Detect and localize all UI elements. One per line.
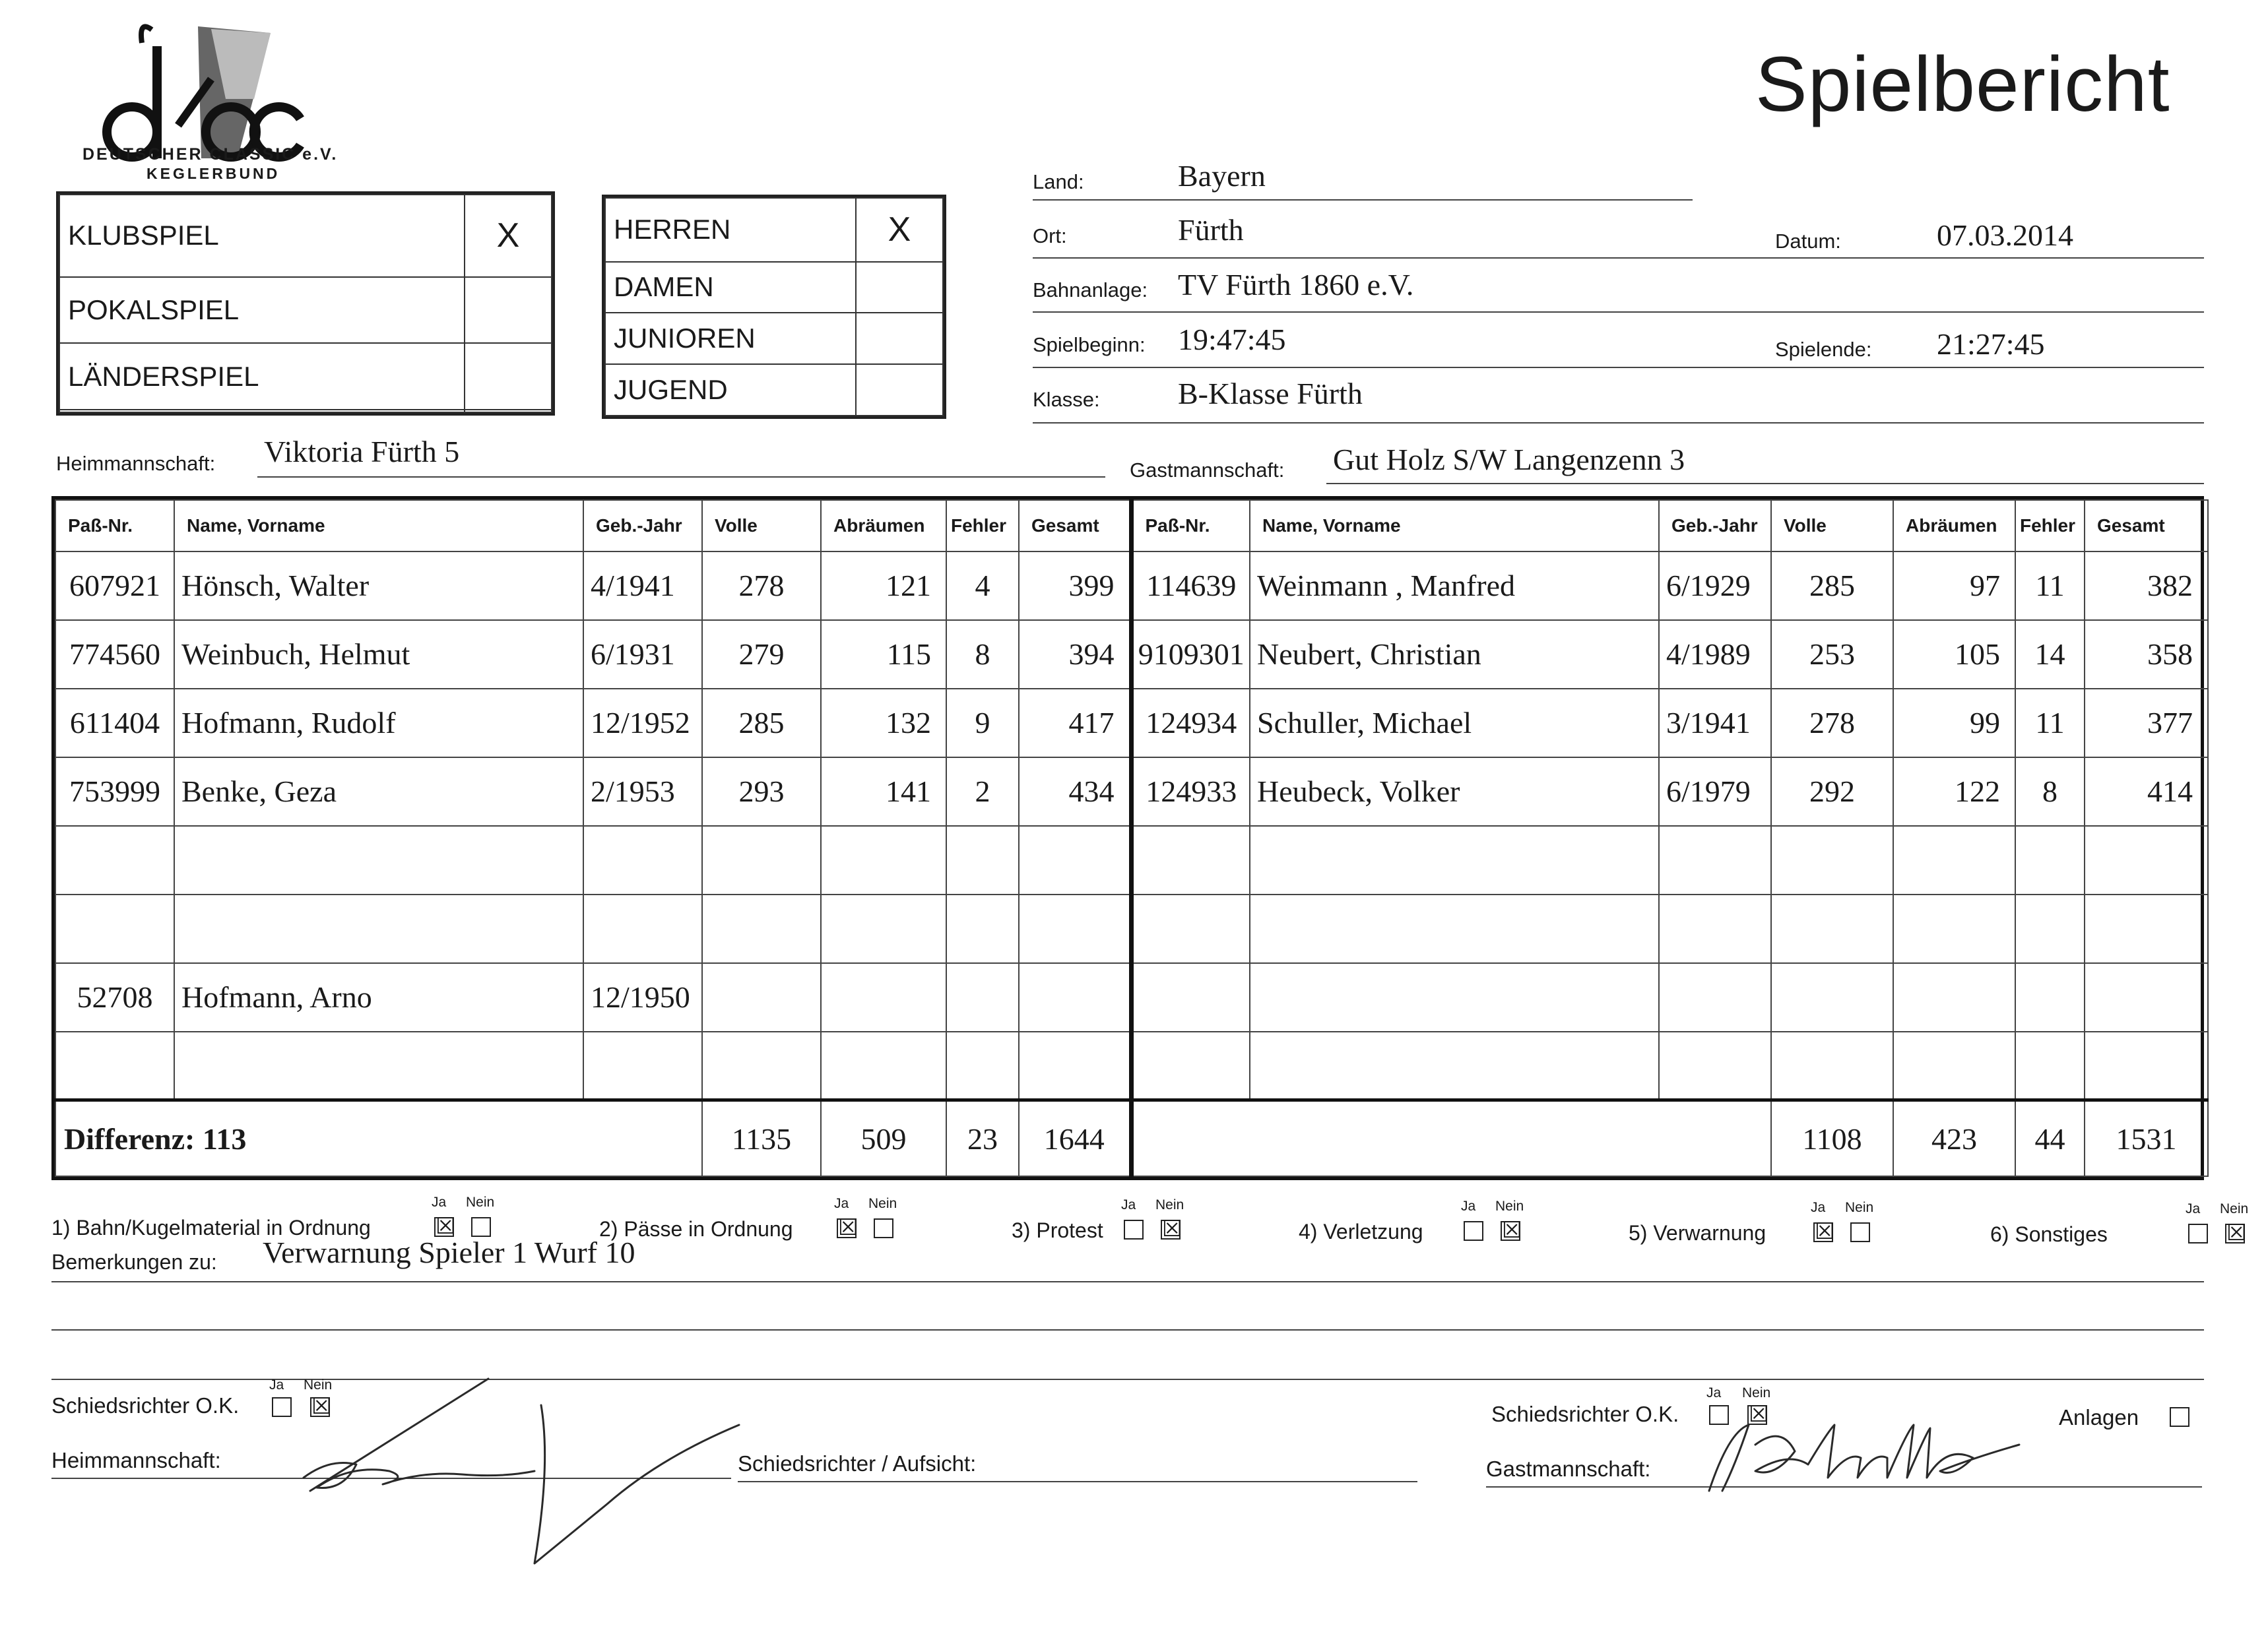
spielbeginn-label: Spielbeginn: bbox=[1033, 333, 1146, 356]
totals-row bbox=[55, 1100, 2208, 1177]
kategorie-mark[interactable] bbox=[856, 364, 943, 416]
gast-signature bbox=[1696, 1401, 2039, 1504]
cell-volle-gast[interactable] bbox=[1771, 963, 1893, 1032]
col-geb-jahr-gast: Geb.-Jahr bbox=[1659, 500, 1771, 551]
schiri-ok-heim-nein-checkbox[interactable]: ☒ bbox=[311, 1393, 332, 1420]
spieltyp-mark[interactable] bbox=[465, 277, 552, 344]
ja-label: Ja bbox=[834, 1196, 849, 1211]
cell-geb-jahr-gast[interactable]: 6/1979 bbox=[1659, 757, 1771, 826]
cell-geb-jahr-gast[interactable]: 6/1929 bbox=[1659, 551, 1771, 620]
check-ja-checkbox[interactable]: ☒ bbox=[838, 1214, 859, 1241]
cell-fehler-gast[interactable] bbox=[2015, 1032, 2085, 1100]
cell-gesamt-heim[interactable] bbox=[1019, 895, 1131, 963]
heimmannschaft-label: Heimmannschaft: bbox=[56, 452, 216, 475]
cell-name-gast[interactable] bbox=[1250, 1032, 1659, 1100]
cell-pass-nr-heim[interactable] bbox=[55, 1032, 174, 1100]
schiri-signature-line bbox=[738, 1481, 1417, 1482]
col-gesamt-gast: Gesamt bbox=[2085, 500, 2208, 551]
total-volle-heim[interactable]: 1135 bbox=[702, 1100, 821, 1177]
cell-abraeumen-gast[interactable] bbox=[1893, 1032, 2015, 1100]
cell-geb-jahr-heim[interactable]: 12/1950 bbox=[583, 963, 702, 1032]
heimmannschaft-value[interactable]: Viktoria Fürth 5 bbox=[264, 435, 460, 468]
cell-fehler-gast[interactable]: 11 bbox=[2015, 689, 2085, 757]
nein-label: Nein bbox=[466, 1195, 495, 1210]
cell-geb-jahr-heim[interactable] bbox=[583, 895, 702, 963]
player-row bbox=[55, 757, 2208, 826]
cell-pass-nr-gast[interactable]: 124933 bbox=[1131, 757, 1250, 826]
cell-abraeumen-heim[interactable]: 141 bbox=[821, 757, 946, 826]
cell-fehler-heim[interactable]: 8 bbox=[946, 620, 1019, 689]
check-ja-checkbox[interactable] bbox=[1464, 1221, 1483, 1241]
cell-geb-jahr-gast[interactable]: 4/1989 bbox=[1659, 620, 1771, 689]
cell-abraeumen-gast[interactable] bbox=[1893, 895, 2015, 963]
schiri-ok-gast-nein-checkbox[interactable]: ☒ bbox=[1749, 1401, 1769, 1428]
ja-label: Ja bbox=[432, 1195, 447, 1210]
check-nein-checkbox[interactable]: ☒ bbox=[1162, 1216, 1183, 1242]
cell-fehler-heim[interactable]: 9 bbox=[946, 689, 1019, 757]
nein-label: Nein bbox=[1155, 1197, 1184, 1212]
spielende-value[interactable]: 21:27:45 bbox=[1937, 327, 2045, 361]
cell-name-heim[interactable]: Benke, Geza bbox=[174, 757, 583, 826]
heim-signature bbox=[290, 1372, 752, 1570]
cell-fehler-gast[interactable] bbox=[2015, 826, 2085, 895]
cell-abraeumen-gast[interactable] bbox=[1893, 826, 2015, 895]
col-pass-nr-heim: Paß-Nr. bbox=[55, 500, 174, 551]
player-row bbox=[55, 963, 2208, 1032]
cell-volle-gast[interactable]: 253 bbox=[1771, 620, 1893, 689]
check-label: 1) Bahn/Kugelmaterial in Ordnung bbox=[51, 1216, 371, 1240]
bemerkungen-text[interactable]: Verwarnung Spieler 1 Wurf 10 bbox=[263, 1236, 635, 1269]
document-title: Spielbericht bbox=[1755, 41, 2170, 128]
cell-fehler-heim[interactable] bbox=[946, 826, 1019, 895]
cell-gesamt-heim[interactable]: 434 bbox=[1019, 757, 1131, 826]
cell-pass-nr-gast[interactable] bbox=[1131, 1032, 1250, 1100]
cell-fehler-gast[interactable]: 8 bbox=[2015, 757, 2085, 826]
schiri-ok-gast-label: Schiedsrichter O.K. bbox=[1491, 1402, 1679, 1426]
cell-name-gast[interactable] bbox=[1250, 895, 1659, 963]
cell-name-gast[interactable]: Heubeck, Volker bbox=[1250, 757, 1659, 826]
cell-abraeumen-heim[interactable] bbox=[821, 826, 946, 895]
cell-name-heim[interactable] bbox=[174, 895, 583, 963]
cell-name-gast[interactable]: Neubert, Christian bbox=[1250, 620, 1659, 689]
cell-fehler-heim[interactable] bbox=[946, 1032, 1019, 1100]
kategorie-label: HERREN bbox=[605, 198, 856, 262]
cell-gesamt-gast[interactable] bbox=[2085, 826, 2208, 895]
cell-name-heim[interactable]: Hönsch, Walter bbox=[174, 551, 583, 620]
check-label: 3) Protest bbox=[1012, 1218, 1103, 1242]
cell-name-heim[interactable]: Weinbuch, Helmut bbox=[174, 620, 583, 689]
cell-abraeumen-heim[interactable]: 121 bbox=[821, 551, 946, 620]
differenz: Differenz: 113 bbox=[55, 1100, 702, 1177]
cell-fehler-gast[interactable] bbox=[2015, 963, 2085, 1032]
cell-abraeumen-heim[interactable] bbox=[821, 963, 946, 1032]
check-ja-checkbox[interactable]: ☒ bbox=[436, 1213, 456, 1240]
check-label: 6) Sonstiges bbox=[1990, 1222, 2108, 1246]
cell-pass-nr-heim[interactable] bbox=[55, 826, 174, 895]
cell-gesamt-heim[interactable] bbox=[1019, 963, 1131, 1032]
cell-pass-nr-heim[interactable]: 753999 bbox=[55, 757, 174, 826]
cell-volle-heim[interactable]: 285 bbox=[702, 689, 821, 757]
cell-geb-jahr-heim[interactable]: 6/1931 bbox=[583, 620, 702, 689]
check-ja-checkbox[interactable]: ☒ bbox=[1815, 1218, 1835, 1245]
logo-text-line1: DEUTSCHER CLASSIC e.V. bbox=[82, 145, 339, 164]
player-row bbox=[55, 895, 2208, 963]
spieltyp-mark[interactable]: X bbox=[465, 195, 552, 277]
cell-name-heim[interactable]: Hofmann, Rudolf bbox=[174, 689, 583, 757]
nein-label: Nein bbox=[1845, 1200, 1874, 1215]
kategorie-label: JUNIOREN bbox=[605, 313, 856, 364]
cell-geb-jahr-gast[interactable] bbox=[1659, 963, 1771, 1032]
cell-volle-gast[interactable] bbox=[1771, 1032, 1893, 1100]
schiri-ok-heim-ja-checkbox[interactable] bbox=[272, 1397, 292, 1417]
cell-geb-jahr-gast[interactable] bbox=[1659, 826, 1771, 895]
check-nein-checkbox[interactable]: ☒ bbox=[1502, 1217, 1522, 1243]
cell-abraeumen-gast[interactable] bbox=[1893, 963, 2015, 1032]
totals-spacer-gast bbox=[1131, 1100, 1771, 1177]
cell-pass-nr-gast[interactable]: 124934 bbox=[1131, 689, 1250, 757]
kategorie-mark[interactable] bbox=[856, 313, 943, 364]
anlagen-checkbox[interactable] bbox=[2170, 1407, 2189, 1427]
cell-abraeumen-gast[interactable]: 97 bbox=[1893, 551, 2015, 620]
col-abraeumen-heim: Abräumen bbox=[821, 500, 946, 551]
total-abraeumen-heim[interactable]: 509 bbox=[821, 1100, 946, 1177]
cell-abraeumen-heim[interactable] bbox=[821, 1032, 946, 1100]
cell-name-heim[interactable] bbox=[174, 826, 583, 895]
cell-abraeumen-gast[interactable]: 105 bbox=[1893, 620, 2015, 689]
bemerkungen-label: Bemerkungen zu: bbox=[51, 1250, 217, 1274]
spielbeginn-value[interactable]: 19:47:45 bbox=[1178, 323, 1286, 356]
check-nein-checkbox[interactable]: ☒ bbox=[2226, 1220, 2247, 1246]
col-gesamt-heim: Gesamt bbox=[1019, 500, 1131, 551]
cell-abraeumen-heim[interactable] bbox=[821, 895, 946, 963]
cell-volle-gast[interactable]: 285 bbox=[1771, 551, 1893, 620]
col-name-gast: Name, Vorname bbox=[1250, 500, 1659, 551]
cell-pass-nr-gast[interactable]: 9109301 bbox=[1131, 620, 1250, 689]
kategorie-label: DAMEN bbox=[605, 262, 856, 313]
player-row bbox=[55, 826, 2208, 895]
kategorie-mark[interactable] bbox=[856, 262, 943, 313]
ja-label: Ja bbox=[1706, 1385, 1722, 1400]
total-fehler-heim[interactable]: 23 bbox=[946, 1100, 1019, 1177]
cell-name-gast[interactable] bbox=[1250, 963, 1659, 1032]
col-geb-jahr-heim: Geb.-Jahr bbox=[583, 500, 702, 551]
cell-gesamt-gast[interactable]: 377 bbox=[2085, 689, 2208, 757]
player-row bbox=[55, 551, 2208, 620]
cell-volle-heim[interactable]: 279 bbox=[702, 620, 821, 689]
cell-pass-nr-gast[interactable] bbox=[1131, 895, 1250, 963]
heimmannschaft-underline bbox=[257, 476, 1105, 478]
klasse-underline bbox=[1033, 422, 2204, 424]
cell-volle-heim[interactable]: 293 bbox=[702, 757, 821, 826]
cell-name-gast[interactable]: Schuller, Michael bbox=[1250, 689, 1659, 757]
check-label: 2) Pässe in Ordnung bbox=[599, 1217, 793, 1241]
ort-underline bbox=[1033, 257, 2204, 259]
cell-abraeumen-heim[interactable]: 115 bbox=[821, 620, 946, 689]
bemerkungen-line-2 bbox=[51, 1329, 2204, 1331]
cell-volle-heim[interactable] bbox=[702, 826, 821, 895]
cell-gesamt-gast[interactable] bbox=[2085, 963, 2208, 1032]
cell-volle-heim[interactable]: 278 bbox=[702, 551, 821, 620]
cell-pass-nr-heim[interactable]: 774560 bbox=[55, 620, 174, 689]
check-label: 4) Verletzung bbox=[1299, 1220, 1423, 1243]
total-fehler-gast[interactable]: 44 bbox=[2015, 1100, 2085, 1177]
ja-label: Ja bbox=[1121, 1197, 1136, 1212]
total-volle-gast[interactable]: 1108 bbox=[1771, 1100, 1893, 1177]
cell-name-heim[interactable] bbox=[174, 1032, 583, 1100]
cell-pass-nr-heim[interactable]: 607921 bbox=[55, 551, 174, 620]
cell-fehler-gast[interactable] bbox=[2015, 895, 2085, 963]
spieltyp-label: LÄNDERSPIEL bbox=[59, 343, 465, 410]
cell-pass-nr-gast[interactable] bbox=[1131, 826, 1250, 895]
score-table bbox=[51, 496, 2204, 1180]
kategorie-mark[interactable]: X bbox=[856, 198, 943, 262]
cell-pass-nr-heim[interactable]: 52708 bbox=[55, 963, 174, 1032]
spieltyp-mark[interactable] bbox=[465, 410, 552, 412]
cell-geb-jahr-heim[interactable]: 4/1941 bbox=[583, 551, 702, 620]
gastmannschaft-signature-label: Gastmannschaft: bbox=[1486, 1457, 1651, 1481]
cell-fehler-heim[interactable] bbox=[946, 963, 1019, 1032]
col-volle-heim: Volle bbox=[702, 500, 821, 551]
player-row bbox=[55, 689, 2208, 757]
cell-volle-gast[interactable] bbox=[1771, 826, 1893, 895]
spielzeit-underline bbox=[1033, 367, 2204, 368]
table-header-row bbox=[55, 500, 2208, 551]
cell-name-gast[interactable] bbox=[1250, 826, 1659, 895]
nein-label: Nein bbox=[1495, 1199, 1524, 1214]
check-nein-checkbox[interactable] bbox=[874, 1218, 893, 1238]
cell-name-gast[interactable]: Weinmann , Manfred bbox=[1250, 551, 1659, 620]
bahnanlage-underline bbox=[1033, 311, 2204, 313]
cell-gesamt-gast[interactable]: 414 bbox=[2085, 757, 2208, 826]
ort-value[interactable]: Fürth bbox=[1178, 213, 1244, 247]
cell-geb-jahr-heim[interactable]: 2/1953 bbox=[583, 757, 702, 826]
ja-label: Ja bbox=[2186, 1201, 2201, 1216]
cell-volle-heim[interactable] bbox=[702, 1032, 821, 1100]
cell-volle-gast[interactable]: 278 bbox=[1771, 689, 1893, 757]
col-abraeumen-gast: Abräumen bbox=[1893, 500, 2015, 551]
cell-gesamt-heim[interactable] bbox=[1019, 1032, 1131, 1100]
cell-fehler-heim[interactable]: 2 bbox=[946, 757, 1019, 826]
cell-geb-jahr-heim[interactable]: 12/1952 bbox=[583, 689, 702, 757]
check-nein-checkbox[interactable] bbox=[1850, 1222, 1870, 1242]
ja-label: Ja bbox=[1461, 1199, 1476, 1214]
spieltyp-label: POKALSPIEL bbox=[59, 277, 465, 344]
cell-pass-nr-gast[interactable] bbox=[1131, 963, 1250, 1032]
cell-geb-jahr-gast[interactable] bbox=[1659, 1032, 1771, 1100]
heimmannschaft-signature-label: Heimmannschaft: bbox=[51, 1448, 221, 1472]
gastmannschaft-value[interactable]: Gut Holz S/W Langenzenn 3 bbox=[1333, 443, 1685, 476]
player-row bbox=[55, 1032, 2208, 1100]
gastmannschaft-label: Gastmannschaft: bbox=[1130, 458, 1285, 482]
ja-label: Ja bbox=[1811, 1200, 1826, 1215]
spieltyp-box bbox=[56, 191, 555, 416]
spieltyp-mark[interactable] bbox=[465, 343, 552, 410]
cell-volle-gast[interactable]: 292 bbox=[1771, 757, 1893, 826]
bahnanlage-value[interactable]: TV Fürth 1860 e.V. bbox=[1178, 268, 1414, 301]
col-fehler-gast: Fehler bbox=[2015, 500, 2085, 551]
kategorie-label: JUGEND bbox=[605, 364, 856, 416]
cell-geb-jahr-heim[interactable] bbox=[583, 1032, 702, 1100]
cell-abraeumen-gast[interactable]: 99 bbox=[1893, 689, 2015, 757]
cell-pass-nr-gast[interactable]: 114639 bbox=[1131, 551, 1250, 620]
klasse-label: Klasse: bbox=[1033, 388, 1100, 411]
cell-name-heim[interactable]: Hofmann, Arno bbox=[174, 963, 583, 1032]
cell-gesamt-heim[interactable]: 394 bbox=[1019, 620, 1131, 689]
check-ja-checkbox[interactable] bbox=[2188, 1224, 2208, 1243]
col-fehler-heim: Fehler bbox=[946, 500, 1019, 551]
bahnanlage-label: Bahnanlage: bbox=[1033, 278, 1148, 301]
cell-fehler-gast[interactable]: 14 bbox=[2015, 620, 2085, 689]
total-abraeumen-gast[interactable]: 423 bbox=[1893, 1100, 2015, 1177]
bemerkungen-line-1 bbox=[51, 1281, 2204, 1282]
datum-value[interactable]: 07.03.2014 bbox=[1937, 218, 2073, 252]
col-pass-nr-gast: Paß-Nr. bbox=[1131, 500, 1250, 551]
col-name-heim: Name, Vorname bbox=[174, 500, 583, 551]
cell-pass-nr-heim[interactable]: 611404 bbox=[55, 689, 174, 757]
nein-label: Nein bbox=[2220, 1201, 2249, 1216]
land-underline bbox=[1033, 199, 1693, 201]
cell-fehler-gast[interactable]: 11 bbox=[2015, 551, 2085, 620]
spielende-label: Spielende: bbox=[1775, 338, 1872, 361]
cell-pass-nr-heim[interactable] bbox=[55, 895, 174, 963]
ja-label: Ja bbox=[269, 1377, 284, 1393]
ort-label: Ort: bbox=[1033, 224, 1067, 247]
cell-abraeumen-gast[interactable]: 122 bbox=[1893, 757, 2015, 826]
cell-gesamt-heim[interactable] bbox=[1019, 826, 1131, 895]
land-label: Land: bbox=[1033, 170, 1084, 193]
datum-label: Datum: bbox=[1775, 230, 1841, 253]
land-value[interactable]: Bayern bbox=[1178, 159, 1266, 193]
schiri-ok-heim-label: Schiedsrichter O.K. bbox=[51, 1393, 240, 1418]
kategorie-box bbox=[602, 195, 946, 419]
cell-volle-heim[interactable] bbox=[702, 895, 821, 963]
gastmannschaft-underline bbox=[1326, 483, 2204, 484]
cell-abraeumen-heim[interactable]: 132 bbox=[821, 689, 946, 757]
anlagen-label: Anlagen bbox=[2059, 1405, 2139, 1430]
cell-geb-jahr-gast[interactable] bbox=[1659, 895, 1771, 963]
cell-fehler-heim[interactable]: 4 bbox=[946, 551, 1019, 620]
spieltyp-label bbox=[59, 410, 465, 412]
logo-text-line2: KEGLERBUND bbox=[146, 165, 280, 182]
cell-volle-heim[interactable] bbox=[702, 963, 821, 1032]
check-ja-checkbox[interactable] bbox=[1124, 1220, 1144, 1240]
player-row bbox=[55, 620, 2208, 689]
cell-gesamt-gast[interactable] bbox=[2085, 1032, 2208, 1100]
cell-geb-jahr-heim[interactable] bbox=[583, 826, 702, 895]
nein-label: Nein bbox=[1742, 1385, 1771, 1400]
cell-gesamt-gast[interactable]: 382 bbox=[2085, 551, 2208, 620]
nein-label: Nein bbox=[868, 1196, 897, 1211]
total-gesamt-heim[interactable]: 1644 bbox=[1019, 1100, 1131, 1177]
cell-volle-gast[interactable] bbox=[1771, 895, 1893, 963]
cell-gesamt-gast[interactable] bbox=[2085, 895, 2208, 963]
spieltyp-label: KLUBSPIEL bbox=[59, 195, 465, 277]
cell-gesamt-heim[interactable]: 399 bbox=[1019, 551, 1131, 620]
check-label: 5) Verwarnung bbox=[1629, 1221, 1766, 1245]
col-volle-gast: Volle bbox=[1771, 500, 1893, 551]
total-gesamt-gast[interactable]: 1531 bbox=[2085, 1100, 2208, 1177]
cell-fehler-heim[interactable] bbox=[946, 895, 1019, 963]
cell-geb-jahr-gast[interactable]: 3/1941 bbox=[1659, 689, 1771, 757]
schiedsrichter-aufsicht-label: Schiedsrichter / Aufsicht: bbox=[738, 1451, 977, 1476]
cell-gesamt-heim[interactable]: 417 bbox=[1019, 689, 1131, 757]
cell-gesamt-gast[interactable]: 358 bbox=[2085, 620, 2208, 689]
klasse-value[interactable]: B-Klasse Fürth bbox=[1178, 377, 1363, 410]
nein-label: Nein bbox=[304, 1377, 333, 1393]
check-nein-checkbox[interactable] bbox=[471, 1217, 491, 1237]
